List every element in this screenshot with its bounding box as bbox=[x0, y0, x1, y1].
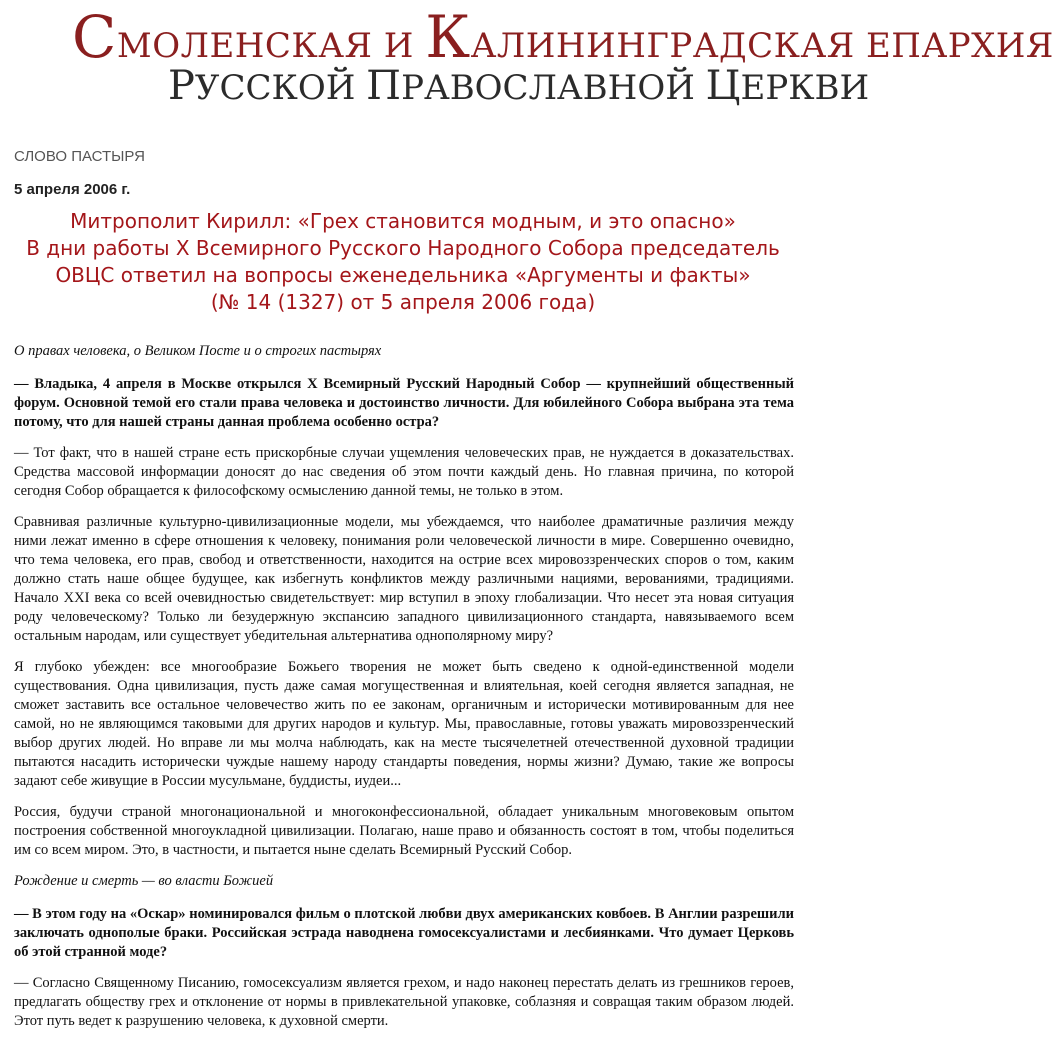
logo-initial: Р bbox=[168, 63, 195, 109]
logo-text: АЛИНИНГРАДСКАЯ ЕПАРХИЯ bbox=[470, 26, 1054, 66]
section-label: СЛОВО ПАСТЫРЯ bbox=[14, 148, 145, 165]
logo-initial: Ц bbox=[705, 63, 741, 109]
article-paragraph: Россия, будучи страной многонациональной и многоконфессиональной, обладает уникальным многовековым опытом построения собственной многоукладной цивилизации. Полагаю, наше право и обязанность состоят в том, чтобы поделиться им со всем миром. Это, в частности, и пытается ныне сделать Всемирный Русский Собор. bbox=[14, 804, 794, 858]
article-headline bbox=[10, 208, 796, 316]
site-header bbox=[0, 0, 1054, 110]
logo-initial: П bbox=[366, 63, 402, 109]
article-paragraph: — Тот факт, что в нашей стране есть прискорбные случаи ущемления человеческих прав, не нуждается в доказательствах. Средства массовой информации доносят до нас сведения об этом почти каждый день. Но главная причина, по которой сегодня Собор обращается к философскому осмыслению данной темы, не только в этом. bbox=[14, 445, 794, 499]
article-paragraph: Сравнивая различные культурно-цивилизационные модели, мы убеждаемся, что наиболее драматичные различия между ними лежат именно в сфере отношения к человеку, понимания роли человеческой личности в мире. Совершенно очевидно, что тема человека, его прав, свобод и ответственности, находится на острие всех мировоззренческих споров о том, каким должно стать наше общее будущее, как избегнуть конфликтов между различными нациями, верованиями, традициями. Начало XXI века со всей очевидностью свидетельствует: мир вступил в эпоху глобализации. Что несет эта новая ситуация роду человеческому? Только ли безудержную экспансию западного цивилизационного стандарта, навязываемого всем остальным народам, или существует убедительная альтернатива однополярному миру? bbox=[14, 514, 794, 644]
site-logo-line1[interactable] bbox=[72, 3, 1054, 71]
logo-text: ЕРКВИ bbox=[740, 68, 870, 108]
article-body bbox=[14, 342, 794, 1043]
article-paragraph: Я глубоко убежден: все многообразие Божьего творения не может быть сведено к одной-единственной модели существования. Одна цивилизация, пусть даже самая могущественная и влиятельная, коей сегодня является западная, не сможет заставить все остальное человечество жить по ее законам, органичным и исторически мотивированным для нее самой, но не являющимся таковыми для других народов и культур. Мы, православные, готовы уважать мировоззренческий выбор других людей. Но вправе ли мы молча наблюдать, как на месте тысячелетней отечественной духовной традиции пытаются насадить исторически чуждые нашему народу стандарты поведения, нормы жизни? Думаю, такие же вопросы задают себе живущие в России мусульмане, буддисты, иудеи... bbox=[14, 659, 794, 789]
headline-line: Митрополит Кирилл: «Грех становится модным, и это опасно» bbox=[70, 209, 736, 233]
interview-question: — В этом году на «Оскар» номинировался фильм о плотской любви двух американских ковбоев. В Англии разрешили заключать однополые браки. Российская эстрада наводнена гомосексуалистами и лесбиянками. Что думает Церковь об этой странной моде? bbox=[14, 906, 794, 960]
article-subheading: О правах человека, о Великом Посте и о строгих пастырях bbox=[14, 343, 382, 359]
headline-line: ОВЦС ответил на вопросы еженедельника «Аргументы и факты» bbox=[55, 263, 751, 287]
logo-text: МОЛЕНСКАЯ И bbox=[116, 26, 426, 66]
logo-text: УССКОЙ bbox=[194, 68, 367, 108]
interview-question: — Владыка, 4 апреля в Москве открылся X Всемирный Русский Народный Собор — крупнейший общественный форум. Основной темой его стали права человека и достоинство личности. Для юбилейного Собора выбрана эта тема потому, что для нашей страны данная проблема особенно остра? bbox=[14, 376, 794, 430]
site-logo-line2[interactable] bbox=[168, 63, 870, 109]
logo-text: РАВОСЛАВНОЙ bbox=[401, 68, 706, 108]
logo-initial: К bbox=[425, 3, 471, 71]
headline-line: В дни работы X Всемирного Русского Народного Собора председатель bbox=[26, 236, 780, 260]
headline-line: (№ 14 (1327) от 5 апреля 2006 года) bbox=[210, 290, 596, 314]
logo-initial: С bbox=[72, 3, 117, 71]
article-paragraph: — Согласно Священному Писанию, гомосексуализм является грехом, и надо наконец перестать делать из грешников героев, предлагать обществу грех и отклонение от нормы в привлекательной упаковке, соблазняя и совращая таким образом людей. Этот путь ведет к разрушению человека, к духовной смерти. bbox=[14, 975, 794, 1029]
article-subheading: Рождение и смерть — во власти Божией bbox=[14, 873, 274, 889]
article-date: 5 апреля 2006 г. bbox=[14, 181, 131, 198]
